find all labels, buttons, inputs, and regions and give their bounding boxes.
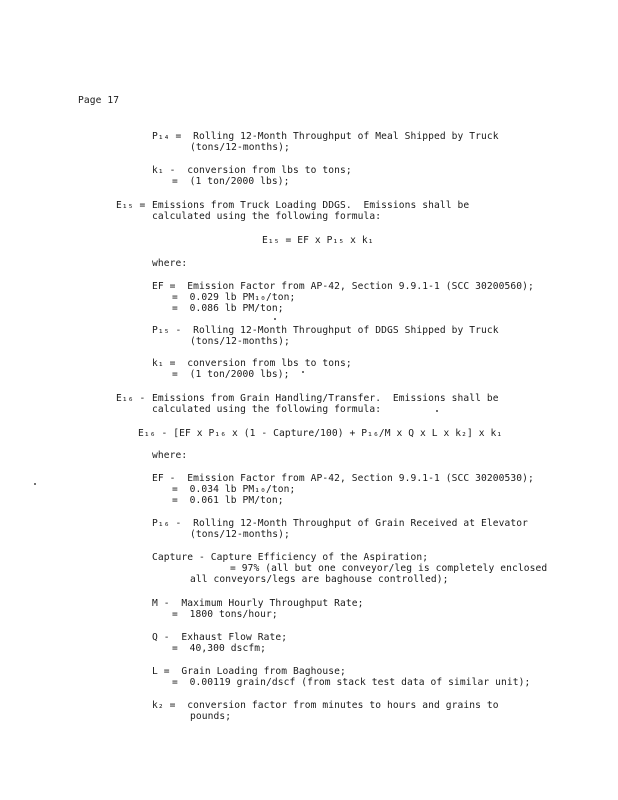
section-e16-label: E₁₆ - [116,393,146,404]
definition-k2-continued: pounds; [190,711,232,722]
definition-k1: k₁ = conversion from lbs to tons; [152,358,352,369]
page-number: Page 17 [78,95,120,106]
m-value: = 1800 tons/hour; [172,609,278,620]
section-e15-intro: calculated using the following formula: [152,211,382,222]
definition-m: M - Maximum Hourly Throughput Rate; [152,598,364,609]
definition-l: L = Grain Loading from Baghouse; [152,666,346,677]
ef-value-pm: = 0.086 lb PM/ton; [172,303,284,314]
where-label: where: [152,258,188,269]
ef-value-pm10: = 0.029 lb PM₁₀/ton; [172,292,296,303]
definition-k1-value: = (1 ton/2000 lbs); [172,369,290,380]
section-e16-intro: calculated using the following formula: [152,404,382,415]
where-label: where: [152,450,188,461]
scan-speck [302,371,304,373]
scan-speck [274,318,276,320]
scan-speck [436,410,438,412]
definition-p14: P₁₄ = Rolling 12-Month Throughput of Meal Shipped by Truck [152,131,499,142]
definition-p14-units: (tons/12-months); [190,142,290,153]
ef-value-pm10: = 0.034 lb PM₁₀/ton; [172,484,296,495]
definition-p15-units: (tons/12-months); [190,336,290,347]
formula-e16: E₁₆ - [EF x P₁₆ x (1 - Capture/100) + P₁₆/M x Q x L x k₂] x k₁ [138,428,503,439]
scan-speck [34,483,36,485]
capture-value: = 97% (all but one conveyor/leg is completely enclosed [230,563,548,574]
formula-e15: E₁₅ = EF x P₁₅ x k₁ [262,235,374,246]
definition-ef: EF - Emission Factor from AP-42, Section 9.9.1-1 (SCC 30200530); [152,473,534,484]
section-e15-label: E₁₅ = [116,200,146,211]
definition-p16-units: (tons/12-months); [190,529,290,540]
section-e16-title: Emissions from Grain Handling/Transfer. Emissions shall be [152,393,499,404]
definition-p16: P₁₆ - Rolling 12-Month Throughput of Grain Received at Elevator [152,518,529,529]
capture-note: all conveyors/legs are baghouse controlled); [190,574,449,585]
q-value: = 40,300 dscfm; [172,643,267,654]
definition-capture: Capture - Capture Efficiency of the Aspiration; [152,552,429,563]
ef-value-pm: = 0.061 lb PM/ton; [172,495,284,506]
definition-p15: P₁₅ - Rolling 12-Month Throughput of DDGS Shipped by Truck [152,325,499,336]
l-value: = 0.00119 grain/dscf (from stack test data of similar unit); [172,677,531,688]
definition-q: Q - Exhaust Flow Rate; [152,632,288,643]
definition-k1: k₁ - conversion from lbs to tons; [152,165,352,176]
definition-ef: EF = Emission Factor from AP-42, Section 9.9.1-1 (SCC 30200560); [152,281,534,292]
section-e15-title: Emissions from Truck Loading DDGS. Emissions shall be [152,200,470,211]
definition-k1-value: = (1 ton/2000 lbs); [172,176,290,187]
definition-k2: k₂ = conversion factor from minutes to hours and grains to [152,700,499,711]
